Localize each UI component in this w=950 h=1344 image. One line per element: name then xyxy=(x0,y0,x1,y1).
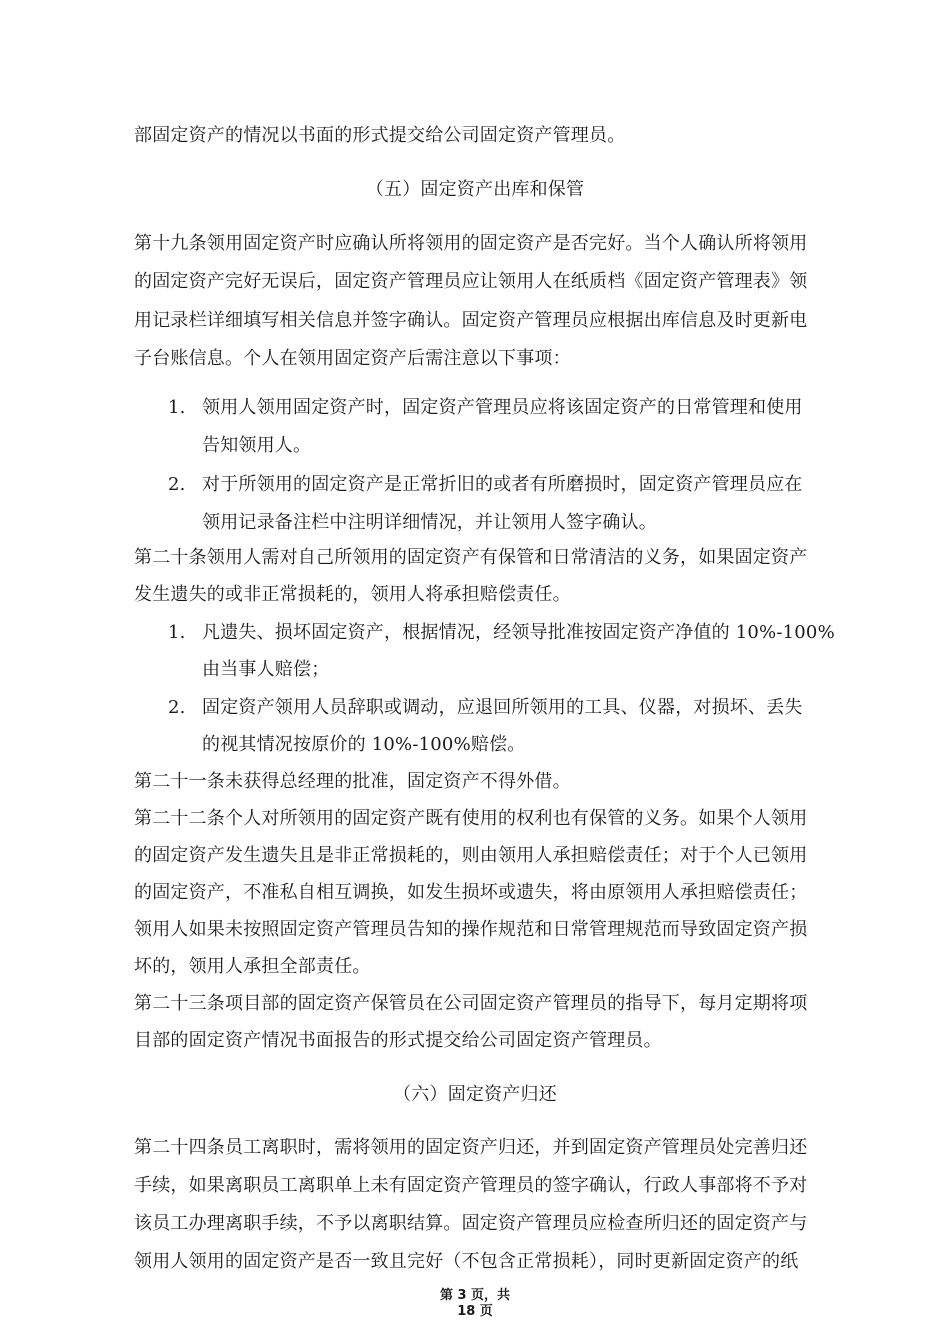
list-text: 凡遗失、损坏固定资产，根据情况，经领导批准按固定资产净值的 10%-100% xyxy=(202,622,835,643)
paragraph-line: 第二十条领用人需对自己所领用的固定资产有保管和日常清洁的义务，如果固定资产 xyxy=(134,547,808,568)
list-item-continuation: 领用记录备注栏中注明详细情况，并让领用人签字确认。 xyxy=(202,512,657,533)
list-number: 1. xyxy=(168,397,186,418)
paragraph-line: 第二十一条未获得总经理的批准，固定资产不得外借。 xyxy=(134,771,571,792)
paragraph-line: 该员工办理离职手续，不予以离职结算。固定资产管理员应检查所归还的固定资产与 xyxy=(134,1213,808,1234)
page-number-line2: 18 页 xyxy=(457,1304,493,1319)
section-heading-6: （六）固定资产归还 xyxy=(393,1084,557,1105)
paragraph-line: 子台账信息。个人在领用固定资产后需注意以下事项： xyxy=(134,348,571,369)
list-item-continuation: 告知领用人。 xyxy=(202,435,312,456)
list-item-continuation: 的视其情况按原价的 10%-100%赔偿。 xyxy=(202,734,526,755)
list-text: 领用人领用固定资产时，固定资产管理员应将该固定资产的日常管理和使用 xyxy=(202,397,803,418)
paragraph-line: 的固定资产，不准私自相互调换，如发生损坏或遗失，将由原领用人承担赔偿责任； xyxy=(134,882,808,903)
paragraph-line: 领用人如果未按照固定资产管理员告知的操作规范和日常管理规范而导致固定资产损 xyxy=(134,919,808,940)
list-text: 对于所领用的固定资产是正常折旧的或者有所磨损时，固定资产管理员应在 xyxy=(202,474,803,495)
paragraph-line: 的固定资产完好无误后，固定资产管理员应让领用人在纸质档《固定资产管理表》领 xyxy=(134,271,808,292)
paragraph-line: 发生遗失的或非正常损耗的，领用人将承担赔偿责任。 xyxy=(134,584,571,605)
list-number: 2. xyxy=(168,474,186,495)
paragraph-line: 第二十四条员工离职时，需将领用的固定资产归还，并到固定资产管理员处完善归还 xyxy=(134,1137,808,1158)
list-item xyxy=(168,473,803,497)
paragraph-line: 坏的，领用人承担全部责任。 xyxy=(134,956,371,977)
paragraph-line: 的固定资产发生遗失且是非正常损耗的，则由领用人承担赔偿责任；对于个人已领用 xyxy=(134,845,808,866)
paragraph-line: 手续，如果离职员工离职单上未有固定资产管理员的签字确认，行政人事部将不予对 xyxy=(134,1175,808,1196)
list-item-continuation: 由当事人赔偿； xyxy=(202,659,330,680)
paragraph-line: 第二十二条个人对所领用的固定资产既有使用的权利也有保管的义务。如果个人领用 xyxy=(134,808,808,829)
list-item xyxy=(168,396,803,420)
paragraph-line: 第十九条领用固定资产时应确认所将领用的固定资产是否完好。当个人确认所将领用 xyxy=(134,233,808,254)
section-heading-5: （五）固定资产出库和保管 xyxy=(365,179,585,200)
list-number: 2. xyxy=(168,697,186,718)
paragraph-line: 领用人领用的固定资产是否一致且完好（不包含正常损耗），同时更新固定资产的纸 xyxy=(134,1251,799,1272)
paragraph-line: 部固定资产的情况以书面的形式提交给公司固定资产管理员。 xyxy=(134,125,626,146)
list-number: 1. xyxy=(168,622,186,643)
paragraph-line: 用记录栏详细填写相关信息并签字确认。固定资产管理员应根据出库信息及时更新电 xyxy=(134,310,808,331)
list-item xyxy=(168,696,803,720)
page-number-footer xyxy=(0,1288,950,1320)
page-number-line1: 第 3 页，共 xyxy=(439,1288,511,1303)
list-text: 固定资产领用人员辞职或调动，应退回所领用的工具、仪器，对损坏、丢失 xyxy=(202,697,803,718)
list-item xyxy=(168,621,835,645)
paragraph-line: 目部的固定资产情况书面报告的形式提交给公司固定资产管理员。 xyxy=(134,1030,662,1051)
paragraph-line: 第二十三条项目部的固定资产保管员在公司固定资产管理员的指导下，每月定期将项 xyxy=(134,993,808,1014)
